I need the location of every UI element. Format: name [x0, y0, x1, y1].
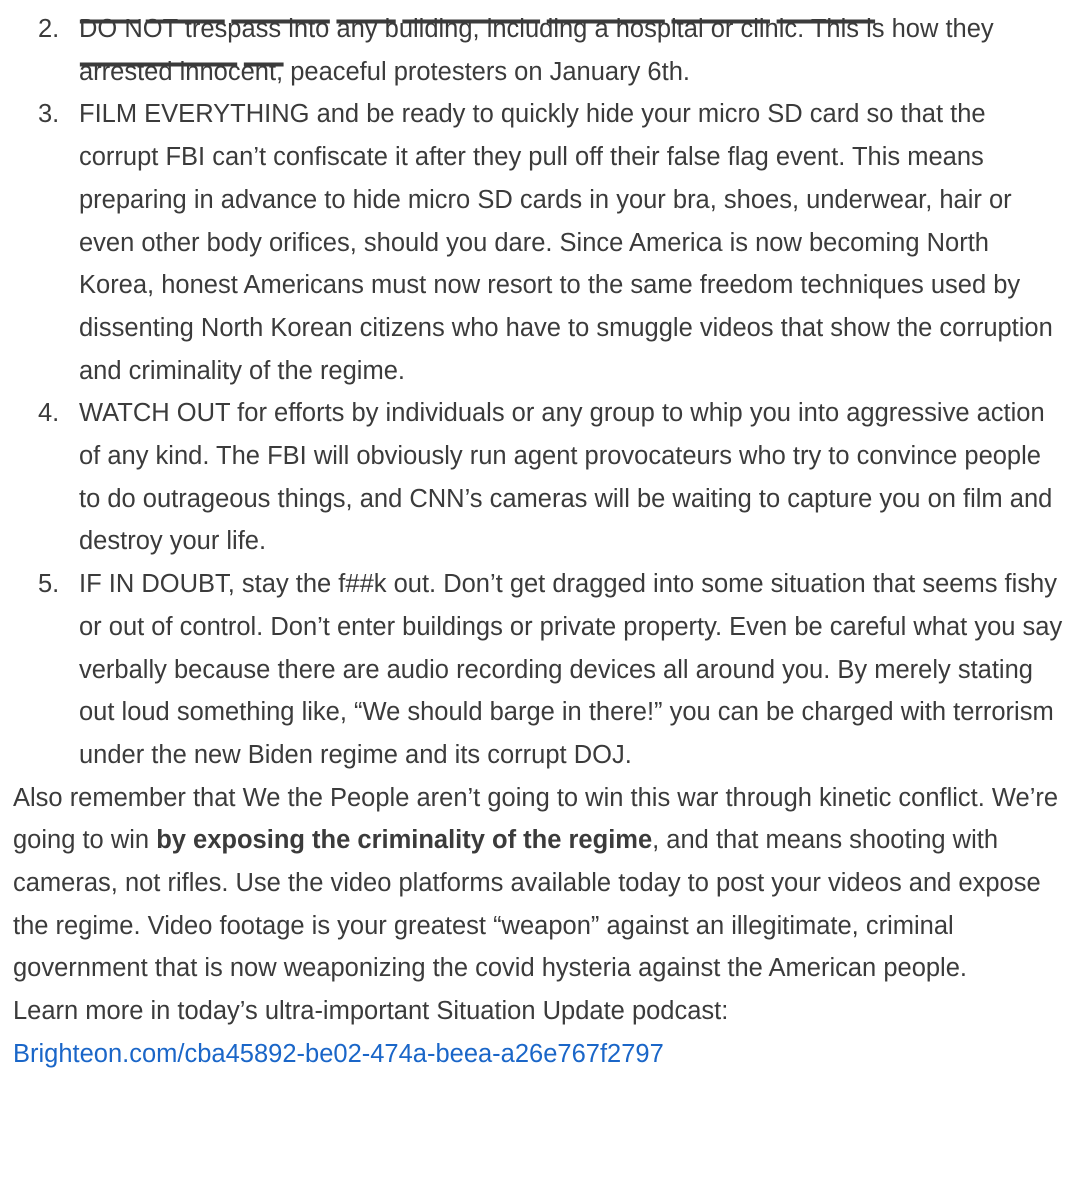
list-item-text: IF IN DOUBT, stay the f##k out. Don’t get dragged into some situation that seems fishy or out of control. Don’t enter buildings or private property. Even be careful what you say verbally because there are audio recording devices all around you. By merely stating out loud something like, “We should barge in there!” you can be charged with terrorism under the new Biden regime and its corrupt DOJ.	[79, 570, 1063, 769]
list-item	[13, 93, 1063, 392]
list-item	[13, 563, 1063, 777]
list-item-text: FILM EVERYTHING and be ready to quickly hide your micro SD card so that the corrupt FBI can’t confiscate it after they pull off their false flag event. This means preparing in advance to hide micro SD cards in your bra, shoes, underwear, hair or even other body orifices, should you dare. Since America is now becoming North Korea, honest Americans must now resort to the same freedom techniques used by dissenting North Korean citizens who have to smuggle videos that show the corruption and criminality of the regime.	[79, 100, 1053, 385]
body-paragraph	[13, 777, 1063, 991]
list-number: 4.	[38, 399, 60, 428]
paragraph-text-start: Also remember that We the People aren’t going to win this war through kinetic conflict. We’re going to win	[13, 783, 1059, 855]
list-number: 2.	[38, 15, 60, 43]
list-item	[13, 8, 1063, 93]
list-item-text: WATCH OUT for efforts by individuals or any group to whip you into aggressive action of any kind. The FBI will obviously run agent provocateurs who try to convince people to do outrageous things, and CNN’s cameras will be waiting to capture you on film and destroy your life.	[79, 399, 1053, 556]
paragraph-text-end: , and that means shooting with cameras, not rifles. Use the video platforms available today to post your videos and expose the regime. Video footage is your greatest “weapon” against an illegitimate, criminal government that is now weaponizing the covid hysteria against the American people.	[13, 826, 1041, 983]
paragraph-bold-text: by exposing the criminality of the regime	[156, 826, 653, 855]
link-paragraph	[13, 1033, 1063, 1076]
article-excerpt	[13, 8, 1063, 1076]
list-number: 3.	[38, 100, 60, 129]
cut-off-text: ▁▁▁ ▁▁▁▁ ▁▁▁▁▁ ▁▁▁ ▁▁▁▁▁▁▁ ▁▁▁▁▁▁ ▁▁▁▁▁ ▁▁▁▁▁ ▁▁▁▁▁▁▁▁ ▁▁	[80, 0, 875, 66]
list-item-text: DO NOT trespass into any building, including a hospital or clinic. This is how they arrested innocent, peaceful protesters on January 6th.	[79, 15, 994, 86]
list-item	[13, 392, 1063, 563]
numbered-list	[13, 8, 1063, 777]
podcast-link[interactable]: Brighteon.com/cba45892-be02-474a-beea-a26e767f2797	[13, 1039, 664, 1068]
list-number: 5.	[38, 570, 60, 599]
learn-more-text: Learn more in today’s ultra-important Situation Update podcast:	[13, 997, 729, 1026]
